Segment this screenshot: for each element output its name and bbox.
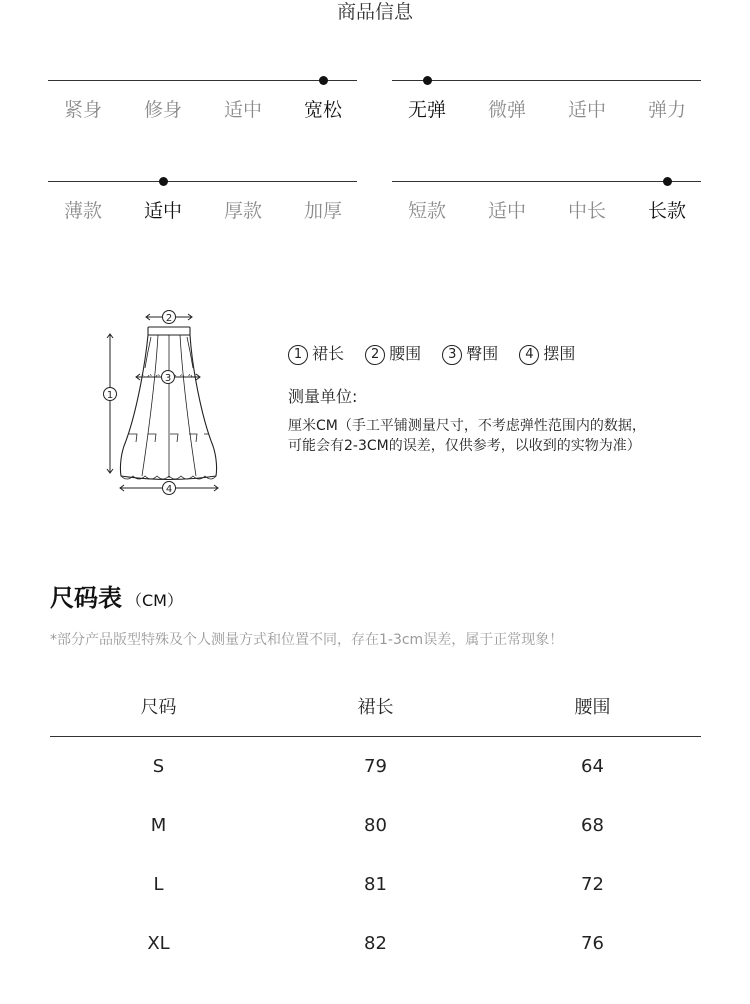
marker-waist: 2 <box>165 313 173 324</box>
measurement-note-line: 可能会有2-3CM的误差，仅供参考，以收到的实物为准） <box>288 438 641 454</box>
table-cell: 64 <box>581 756 604 777</box>
scale-option-selected: 宽松 <box>303 99 342 121</box>
table-cell: S <box>152 756 165 777</box>
table-cell: 72 <box>581 874 604 895</box>
table-cell: 79 <box>364 756 387 777</box>
header-cell: 裙长 <box>357 697 394 718</box>
scale-line <box>48 181 357 182</box>
table-cell: 76 <box>581 933 604 954</box>
measurement-note-line: 厘米CM（手工平铺测量尺寸，不考虑弹性范围内的数据， <box>288 418 646 434</box>
scale-option: 弹力 <box>647 99 686 121</box>
legend-label: 裙长 <box>312 344 345 363</box>
scale-option: 适中 <box>487 200 526 222</box>
fit-scale <box>48 80 357 140</box>
scale-option: 中长 <box>567 200 606 222</box>
waistband-outline <box>148 327 190 335</box>
scale-option: 短款 <box>407 200 446 222</box>
length-scale <box>392 181 701 241</box>
table-cell: 82 <box>364 933 387 954</box>
scale-indicator-dot <box>319 76 328 85</box>
measurement-markers <box>104 311 176 496</box>
table-row <box>50 855 701 914</box>
size-table <box>50 686 701 973</box>
legend-item <box>519 342 575 366</box>
size-chart-unit: （CM） <box>126 591 183 610</box>
scale-option: 修身 <box>143 99 182 121</box>
scale-indicator-dot <box>663 177 672 186</box>
table-cell: 80 <box>364 815 387 836</box>
measurement-arrows <box>107 314 218 491</box>
marker-hip: 3 <box>164 373 172 384</box>
legend-item <box>365 342 421 366</box>
legend-label: 臀围 <box>466 344 499 363</box>
scale-line <box>48 80 357 81</box>
scale-option: 薄款 <box>63 200 102 222</box>
thickness-scale <box>48 181 357 241</box>
section-title: 商品信息 <box>336 1 413 23</box>
table-row <box>50 914 701 973</box>
legend-label: 腰围 <box>389 344 422 363</box>
marker-length: 1 <box>106 390 114 401</box>
measurement-unit-description <box>288 416 708 456</box>
scale-indicator-dot <box>159 177 168 186</box>
pleat-line <box>180 335 196 476</box>
legend-label: 摆围 <box>543 344 576 363</box>
size-chart-title-text: 尺码表 <box>50 584 122 612</box>
scale-option: 适中 <box>567 99 606 121</box>
table-row <box>50 737 701 796</box>
scale-line <box>392 80 701 81</box>
legend-number: 2 <box>365 345 385 365</box>
size-chart-note: *部分产品版型特殊及个人测量方式和位置不同，存在1-3cm误差，属于正常现象！ <box>50 632 564 648</box>
table-cell: 81 <box>364 874 387 895</box>
scale-option: 微弹 <box>487 99 526 121</box>
skirt-outline <box>120 335 216 480</box>
scale-option: 紧身 <box>63 99 102 121</box>
scale-option-selected: 适中 <box>143 200 182 222</box>
table-cell: M <box>150 815 167 836</box>
marker-hem: 4 <box>165 484 173 495</box>
size-chart-title <box>50 582 183 617</box>
scale-option: 加厚 <box>303 200 342 222</box>
legend-number: 1 <box>288 345 308 365</box>
table-cell: 68 <box>581 815 604 836</box>
scale-option: 厚款 <box>223 200 262 222</box>
scale-line <box>392 181 701 182</box>
scale-option-selected: 长款 <box>647 200 686 222</box>
scale-indicator-dot <box>423 76 432 85</box>
measurement-legend <box>288 342 591 366</box>
table-cell: XL <box>147 933 170 954</box>
header-cell: 腰围 <box>574 697 611 718</box>
pleat-line <box>142 335 158 476</box>
table-row <box>50 796 701 855</box>
header-cell: 尺码 <box>140 697 177 718</box>
table-cell: L <box>153 874 164 895</box>
measurement-unit-label: 测量单位: <box>288 387 358 406</box>
legend-item <box>442 342 498 366</box>
skirt-measurement-diagram <box>96 306 226 502</box>
scale-option-selected: 无弹 <box>407 99 446 121</box>
table-header <box>50 686 701 737</box>
legend-item <box>288 342 344 366</box>
elasticity-scale <box>392 80 701 140</box>
scale-option: 适中 <box>223 99 262 121</box>
legend-number: 4 <box>519 345 539 365</box>
legend-number: 3 <box>442 345 462 365</box>
